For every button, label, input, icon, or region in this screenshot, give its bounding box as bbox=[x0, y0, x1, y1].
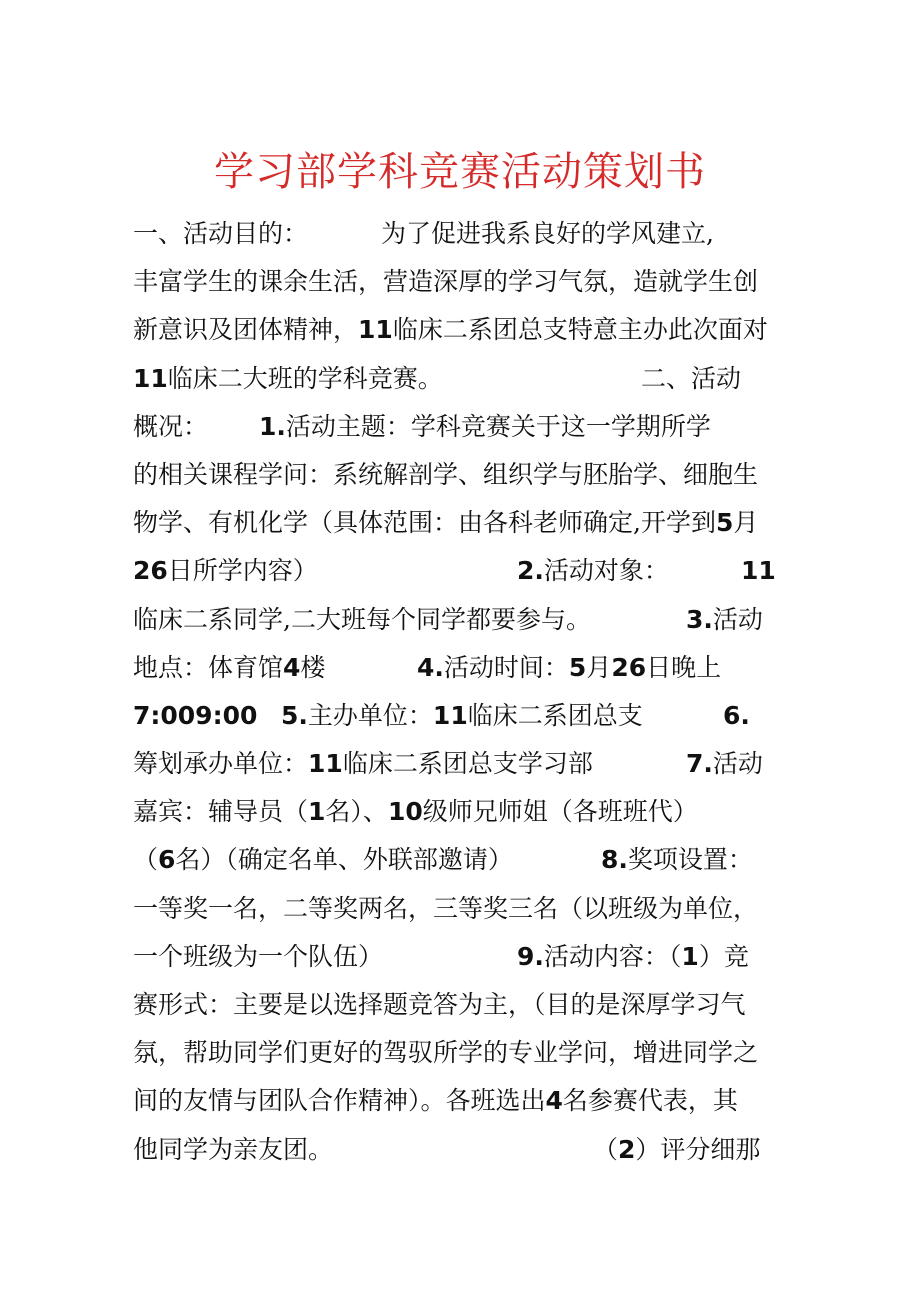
body-segment: 新意识及团体精神，11临床二系团总支特意主办此次面对 bbox=[133, 315, 768, 345]
body-segment: 11 bbox=[741, 556, 776, 586]
body-segment: 6. bbox=[723, 700, 750, 730]
body-line-8 bbox=[133, 547, 793, 595]
body-segment: 11临床二大班的学科竞赛。 bbox=[133, 363, 443, 393]
body-segment: 氛，帮助同学们更好的驾驭所学的专业学问，增进同学之 bbox=[133, 1038, 759, 1068]
body-segment: 9.活动内容：（1）竞 bbox=[517, 941, 749, 971]
body-line-14 bbox=[133, 836, 793, 884]
body-line-6 bbox=[133, 451, 793, 499]
body-segment: 的相关课程学问：系统解剖学、组织学与胚胎学、细胞生 bbox=[133, 459, 759, 489]
body-segment: 地点：体育馆4楼 bbox=[133, 652, 326, 682]
body-line-3 bbox=[133, 306, 793, 354]
body-line-11 bbox=[133, 692, 793, 740]
body-segment: 7:009:00 bbox=[133, 700, 258, 730]
body-segment: 26日所学内容） bbox=[133, 556, 318, 586]
body-segment: 一等奖一名，二等奖两名，三等奖三名（以班级为单位， bbox=[133, 893, 759, 923]
body-segment: 5.主办单位：11临床二系团总支 bbox=[281, 700, 643, 730]
body-segment: 7.活动 bbox=[686, 749, 763, 779]
body-line-16 bbox=[133, 933, 793, 981]
body-segment: 8.奖项设置： bbox=[601, 845, 753, 875]
body-segment: 间的友情与团队合作精神）。各班选出4名参赛代表，其 bbox=[133, 1086, 738, 1116]
body-segment: 赛形式：主要是以选择题竞答为主，（目的是深厚学习气 bbox=[133, 990, 746, 1019]
document-body bbox=[133, 210, 793, 1174]
body-segment: 临床二系同学,二大班每个同学都要参与。 bbox=[133, 604, 591, 634]
body-segment: （6名）（确定名单、外联部邀请） bbox=[133, 845, 513, 875]
body-line-9 bbox=[133, 596, 793, 644]
body-line-13 bbox=[133, 788, 793, 836]
body-line-19 bbox=[133, 1077, 793, 1125]
body-segment: 一、活动目的： bbox=[133, 219, 309, 248]
body-line-20 bbox=[133, 1126, 793, 1174]
body-segment: 4.活动时间：5月26日晚上 bbox=[417, 652, 722, 682]
body-segment: 嘉宾：辅导员（1名）、10级师兄师姐（各班班代） bbox=[133, 797, 698, 827]
body-segment: 筹划承办单位：11临床二系团总支学习部 bbox=[133, 749, 593, 779]
body-segment: 一个班级为一个队伍） bbox=[133, 941, 384, 971]
body-segment: （2）评分细那 bbox=[593, 1134, 761, 1164]
body-segment: 物学、有机化学（具体范围：由各科老师确定,开学到5月 bbox=[133, 508, 759, 538]
body-segment: 他同学为亲友团。 bbox=[133, 1134, 334, 1164]
body-segment: 概况： bbox=[133, 411, 209, 441]
body-line-5 bbox=[133, 403, 793, 451]
body-segment: 1.活动主题：学科竞赛关于这一学期所学 bbox=[259, 411, 711, 441]
body-line-17 bbox=[133, 981, 793, 1029]
body-line-12 bbox=[133, 740, 793, 788]
body-segment: 丰富学生的课余生活，营造深厚的学习气氛，造就学生创 bbox=[133, 267, 759, 297]
body-line-4 bbox=[133, 355, 793, 403]
body-segment: 3.活动 bbox=[686, 604, 763, 634]
body-line-1 bbox=[133, 210, 793, 258]
body-segment: 2.活动对象： bbox=[517, 556, 669, 586]
body-line-10 bbox=[133, 644, 793, 692]
document-title: 学习部学科竞赛活动策划书 bbox=[214, 149, 706, 195]
body-segment: 为了促进我系良好的学风建立, bbox=[381, 219, 714, 248]
body-line-2 bbox=[133, 258, 793, 306]
body-line-15 bbox=[133, 885, 793, 933]
body-segment: 二、活动 bbox=[641, 363, 742, 393]
body-line-18 bbox=[133, 1029, 793, 1077]
body-line-7 bbox=[133, 499, 793, 547]
